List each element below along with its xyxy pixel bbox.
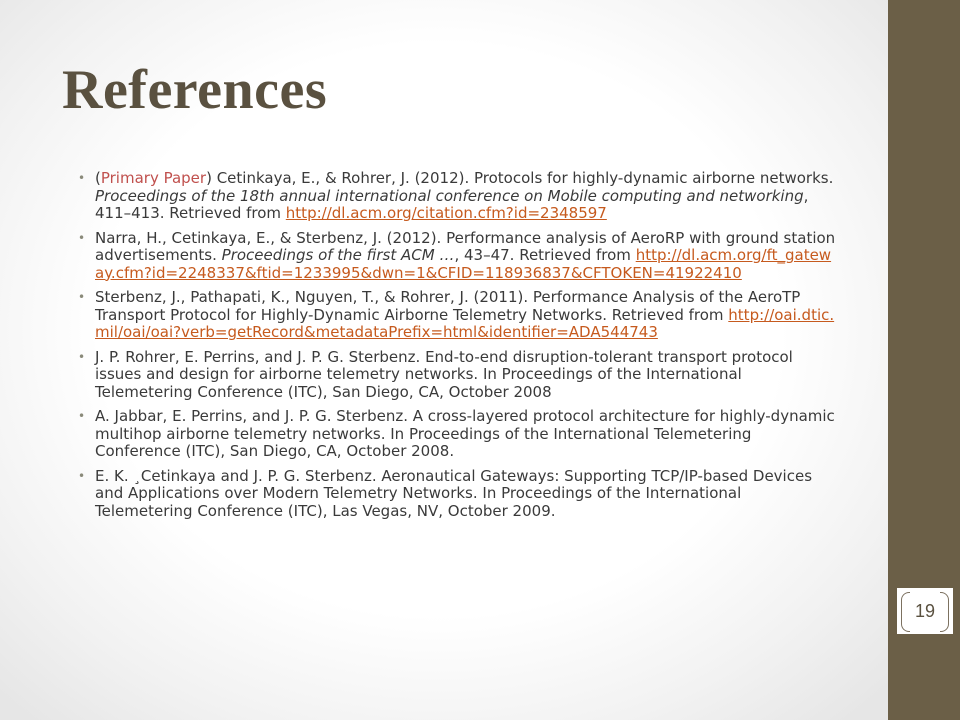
- left-bracket-decoration: [901, 592, 910, 632]
- reference-item: • Sterbenz, J., Pathapati, K., Nguyen, T., & Rohrer, J. (2011). Performance Analysis of the AeroTP Transport Protocol for Highly-Dynamic Airborne Telemetry Networks. Retrieved from http://oai.dtic.mil/oai/oai?verb=getRecord&metadataPrefix=html&identifier=ADA544743: [78, 289, 838, 342]
- slide-number-badge: [897, 588, 953, 634]
- reference-item: • (Primary Paper) Cetinkaya, E., & Rohrer, J. (2012). Protocols for highly-dynamic airborne networks. Proceedings of the 18th annual international conference on Mobile computing and networking, 411–413. Retrieved from http://dl.acm.org/citation.cfm?id=2348597: [78, 170, 838, 223]
- reference-item: • E. K. ¸Cetinkaya and J. P. G. Sterbenz. Aeronautical Gateways: Supporting TCP/IP-based Devices and Applications over Modern Telemetry Networks. In Proceedings of the International Telemetering Conference (ITC), Las Vegas, NV, October 2009.: [78, 468, 838, 521]
- reference-item: • J. P. Rohrer, E. Perrins, and J. P. G. Sterbenz. End-to-end disruption-tolerant transport protocol issues and design for airborne telemetry networks. In Proceedings of the International Telemetering Conference (ITC), San Diego, CA, October 2008: [78, 349, 838, 402]
- primary-paper-label: Primary Paper: [100, 169, 207, 187]
- reference-item: • Narra, H., Cetinkaya, E., & Sterbenz, J. (2012). Performance analysis of AeroRP with ground station advertisements. Proceedings of the first ACM …, 43–47. Retrieved from http://dl.acm.org/ft_gateway.cfm?id=2248337&ftid=1233995&dwn=1&CFID=118936837&CFTOKEN=41922410: [78, 230, 838, 283]
- references-list: [78, 170, 838, 527]
- reference-link[interactable]: http://dl.acm.org/citation.cfm?id=2348597: [285, 204, 607, 222]
- reference-link[interactable]: http://dl.acm.org/ft_gateway.cfm?id=2248337&ftid=1233995&dwn=1&CFID=118936837&CFTOKEN=41922410: [95, 246, 832, 282]
- slide-number: 19: [914, 600, 936, 621]
- reference-link[interactable]: http://oai.dtic.mil/oai/oai?verb=getRecord&metadataPrefix=html&identifier=ADA544743: [95, 305, 835, 341]
- reference-item: • A. Jabbar, E. Perrins, and J. P. G. Sterbenz. A cross-layered protocol architecture for highly-dynamic multihop airborne telemetry networks. In Proceedings of the International Telemetering Conference (ITC), San Diego, CA, October 2008.: [78, 408, 838, 461]
- right-bracket-decoration: [940, 592, 949, 632]
- slide-title: References: [62, 59, 328, 121]
